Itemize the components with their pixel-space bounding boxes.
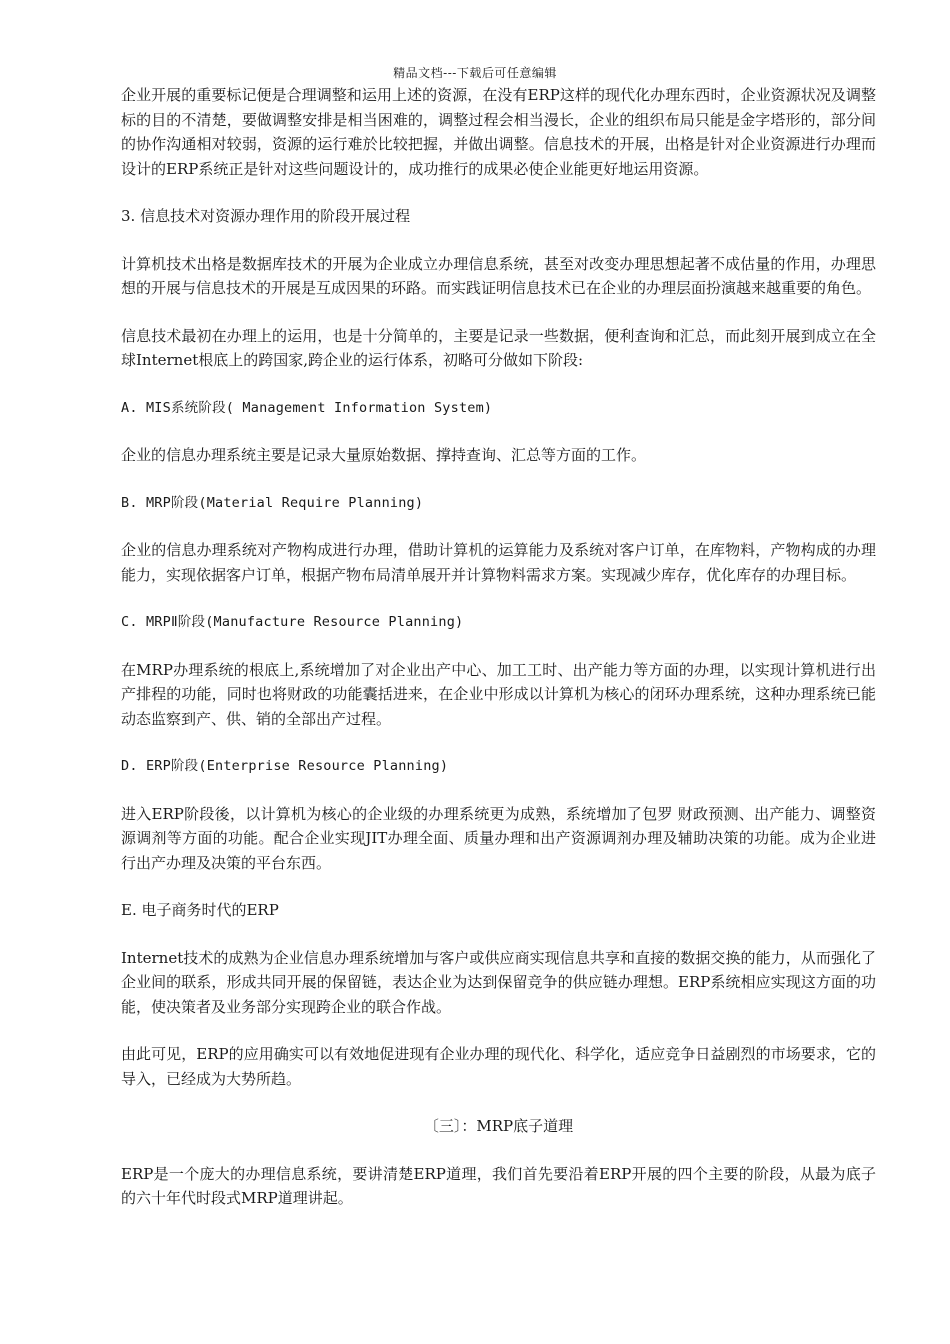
- paragraph-early-it-usage: 信息技术最初在办理上的运用，也是十分简单的，主要是记录一些数据，便利查询和汇总，而此刻开展到成立在全球Internet根底上的跨国家,跨企业的运行体系，初略可分做如下阶段:: [121, 326, 876, 369]
- paragraph-computer-technology: 计算机技术出格是数据库技术的开展为企业成立办理信息系统，甚至对改变办理思想起著不成估量的作用，办理思想的开展与信息技术的开展是互成因果的环路。而实践证明信息技术已在企业的办理层面扮演越来越重要的角色。: [121, 254, 876, 297]
- page-header: 精品文档---下载后可任意编辑: [393, 66, 557, 80]
- stage-heading-mrp2: C. MRPⅡ阶段(Manufacture Resource Planning): [121, 614, 464, 630]
- section-heading-stages: 3. 信息技术对资源办理作用的阶段开展过程: [121, 207, 411, 225]
- section-heading-mrp-principles: 〔三〕：MRP底子道理: [423, 1117, 574, 1135]
- stage-heading-erp: D. ERP阶段(Enterprise Resource Planning): [121, 758, 449, 774]
- paragraph-mrp2: 在MRP办理系统的根底上,系统增加了对企业出产中心、加工工时、出产能力等方面的办理，以实现计算机进行出产排程的功能，同时也将财政的功能囊括进来，在企业中形成以计算机为核心的闭环办理系统，这种办理系统已能动态监察到产、供、销的全部出产过程。: [121, 660, 876, 728]
- stage-heading-mis: A. MIS系统阶段( Management Information System): [121, 399, 493, 416]
- paragraph-conclusion: 由此可见，ERP的应用确实可以有效地促进现有企业办理的现代化、科学化，适应竞争日益剧烈的市场要求，它的导入，已经成为大势所趋。: [121, 1045, 876, 1088]
- paragraph-ecommerce-erp: Internet技术的成熟为企业信息办理系统增加与客户或供应商实现信息共享和直接的数据交换的能力，从而强化了企业间的联系，形成共同开展的保留链，表达企业为达到保留竞争的供应链办理想。ERP系统相应实现这方面的功能，使决策者及业务部分实现跨企业的联合作战。: [121, 948, 876, 1016]
- paragraph-mis: 企业的信息办理系统主要是记录大量原始数据、撑持查询、汇总等方面的工作。: [121, 446, 647, 464]
- stage-heading-mrp: B. MRP阶段(Material Require Planning): [121, 494, 424, 511]
- document-body: [121, 83, 876, 1234]
- paragraph-erp: 进入ERP阶段後，以计算机为核心的企业级的办理系统更为成熟，系统增加了包罗 财政预测、出产能力、调整资源调剂等方面的功能。配合企业实现JIT办理全面、质量办理和出产资源调剂办理及辅助决策的功能。成为企业进行出产办理及决策的平台东西。: [121, 804, 876, 872]
- stage-heading-ecommerce-erp: E. 电子商务时代的ERP: [121, 901, 279, 919]
- paragraph-resource-adjustment: 企业开展的重要标记便是合理调整和运用上述的资源，在没有ERP这样的现代化办理东西时，企业资源状况及调整标的目的不清楚，要做调整安排是相当困难的，调整过程会相当漫长，企业的组织布局只能是金字塔形的，部分间的协作沟通相对较弱，资源的运行难於比较把握，并做出调整。信息技术的开展，出格是针对企业资源进行办理而设计的ERP系统正是针对这些问题设计的，成功推行的成果必使企业能更好地运用资源。: [121, 86, 876, 178]
- paragraph-mrp: 企业的信息办理系统对产物构成进行办理，借助计算机的运算能力及系统对客户订单，在库物料，产物构成的办理能力，实现依据客户订单，根据产物布局清单展开并计算物料需求方案。实现减少库存，优化库存的办理目标。: [121, 541, 876, 584]
- paragraph-erp-intro: ERP是一个庞大的办理信息系统，要讲清楚ERP道理，我们首先要沿着ERP开展的四个主要的阶段，从最为底子的六十年代时段式MRP道理讲起。: [121, 1164, 876, 1207]
